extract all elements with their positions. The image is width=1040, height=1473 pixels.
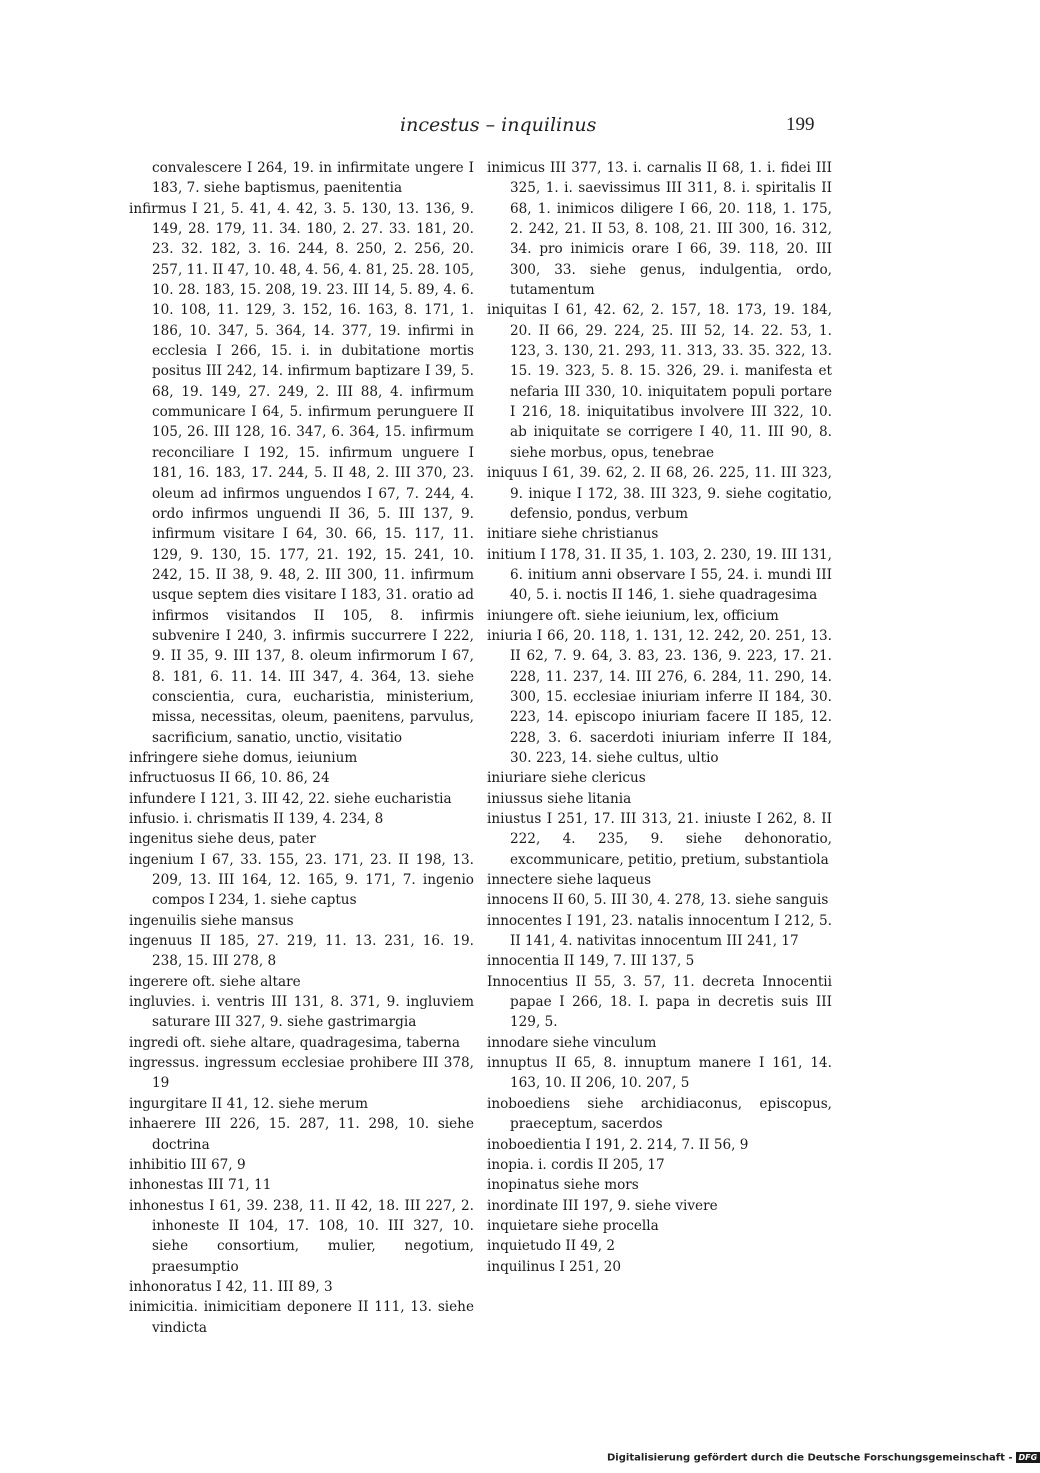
index-entry: innodare siehe vinculum — [487, 1034, 657, 1051]
index-entry: inhaerere III 226, 15. 287, 11. 298, 10. siehe doctrina — [129, 1116, 474, 1153]
index-entry: initium I 178, 31. II 35, 1. 103, 2. 230, 19. III 131, 6. initium anni observare I 55, 24. i. mundi III 40, 5. i. noctis II 146, 1. siehe quadragesima — [487, 546, 832, 604]
index-entry: innocentes I 191, 23. natalis innocentum I 212, 5. II 141, 4. nativitas innocentum III 241, 17 — [487, 912, 832, 950]
index-entry: iniquitas I 61, 42. 62, 2. 157, 18. 173, 19. 184, 20. II 66, 29. 224, 25. III 52, 14. 22. 53, 1. 123, 3. 130, 21. 293, 11. 313, 33. 35. 322, 13. 15. 19. 323, 5. 8. 15. 326, 29. i. manifesta et nefaria III 330, 10. iniquitatem populi portare I 216, 18. iniquitatibus involvere III 322, 10. ab iniquitate se corrigere I 40, 11. III 90, 8. siehe morbus, opus, tenebrae — [487, 302, 832, 461]
index-entry: innectere siehe laqueus — [487, 872, 652, 889]
index-entry: innuptus II 65, 8. innuptum manere I 161, 14. 163, 10. II 206, 10. 207, 5 — [487, 1055, 832, 1092]
index-entry: ingenuilis siehe mansus — [129, 912, 294, 929]
index-entry: ingenitus siehe deus, pater — [129, 831, 316, 848]
index-entry: inoboedientia I 191, 2. 214, 7. II 56, 9 — [487, 1136, 749, 1153]
index-entry: ingluvies. i. ventris III 131, 8. 371, 9. ingluviem saturare III 327, 9. siehe gastrimargia — [129, 994, 474, 1031]
index-entry: ingenuus II 185, 27. 219, 11. 13. 231, 16. 19. 238, 15. III 278, 8 — [129, 933, 474, 970]
page-number: 199 — [786, 114, 815, 135]
dfg-logo-icon: DFG — [1016, 1452, 1040, 1463]
index-entry: iniustus I 251, 17. III 313, 21. iniuste I 262, 8. II 222, 4. 235, 9. siehe dehonoratio, excommunicare, petitio, pretium, substantiola — [487, 811, 832, 868]
index-entry: inhonestus I 61, 39. 238, 11. II 42, 18. III 227, 2. inhoneste II 104, 17. 108, 10. III 327, 10. siehe consortium, mulier, negotium, praesumptio — [129, 1197, 474, 1275]
index-entry: infringere siehe domus, ieiunium — [129, 749, 358, 766]
index-entry: inimicitia. inimicitiam deponere II 111, 13. siehe vindicta — [129, 1299, 474, 1336]
index-entry: iniuria I 66, 20. 118, 1. 131, 12. 242, 20. 251, 13. II 62, 7. 9. 64, 3. 83, 23. 136, 9. 223, 17. 21. 228, 11. 237, 14. III 276, 6. 284, 11. 290, 14. 300, 15. ecclesiae iniuriam inferre II 184, 30. 223, 14. episcopo iniuriam facere II 185, 12. 228, 3. 6. sacerdoti iniuriam inferre II 184, 30. 223, 14. siehe cultus, ultio — [487, 627, 832, 766]
footer-text: Digitalisierung gefördert durch die Deutsche Forschungsgemeinschaft - — [607, 1452, 1013, 1464]
index-entry: ingredi oft. siehe altare, quadragesima, taberna — [129, 1034, 460, 1051]
index-entry: inquietudo II 49, 2 — [487, 1238, 616, 1255]
right-column — [487, 158, 832, 1277]
index-entry: inoboediens siehe archidiaconus, episcopus, praeceptum, sacerdos — [487, 1095, 832, 1133]
index-entry: innocens II 60, 5. III 30, 4. 278, 13. siehe sanguis — [487, 892, 829, 909]
index-entry: infructuosus II 66, 10. 86, 24 — [129, 770, 330, 787]
index-entry: infundere I 121, 3. III 42, 22. siehe eucharistia — [129, 790, 452, 807]
index-entry: initiare siehe christianus — [487, 526, 659, 543]
index-entry: inordinate III 197, 9. siehe vivere — [487, 1197, 718, 1214]
index-entry: inquilinus I 251, 20 — [487, 1258, 621, 1275]
index-entry: innocentia II 149, 7. III 137, 5 — [487, 953, 695, 970]
left-column — [129, 158, 474, 1338]
index-entry: ingerere oft. siehe altare — [129, 973, 301, 990]
index-entry: ingressus. ingressum ecclesiae prohibere III 378, 19 — [129, 1055, 474, 1092]
index-entry: iniuriare siehe clericus — [487, 770, 646, 787]
footer-credit — [607, 1452, 1040, 1464]
index-entry: iniussus siehe litania — [487, 790, 632, 807]
index-entry: infirmus I 21, 5. 41, 4. 42, 3. 5. 130, 13. 136, 9. 149, 28. 179, 11. 34. 180, 2. 27. 33. 181, 20. 23. 32. 182, 3. 16. 244, 8. 250, 2. 256, 20. 257, 11. II 47, 10. 48, 4. 56, 4. 81, 25. 28. 105, 10. 28. 183, 15. 208, 19. 23. III 14, 5. 89, 4. 6. 10. 108, 11. 129, 3. 152, 16. 163, 8. 171, 1. 186, 10. 347, 5. 364, 14. 377, 19. infirmi in ecclesia I 266, 15. i. in dubitatione mortis positus III 242, 14. infirmum baptizare I 39, 5. 68, 19. 149, 27. 249, 2. III 88, 4. infirmum communicare I 64, 5. infirmum perunguere II 105, 26. III 128, 16. 347, 6. 364, 15. infirmum reconciliare I 192, 15. infirmum unguere I 181, 16. 183, 17. 244, 5. II 48, 2. III 370, 23. oleum ad infirmos unguendos I 67, 7. 244, 4. ordo infirmos unguendi II 36, 5. III 137, 9. infirmum visitare I 64, 30. 66, 15. 117, 11. 129, 9. 130, 15. 177, 21. 192, 15. 241, 10. 242, 15. II 38, 9. 48, 2. III 300, 11. infirmum usque septem dies visitare I 183, 31. oratio ad infirmos visitandos II 105, 8. infirmis subvenire I 240, 3. infirmis succurrere I 222, 9. II 35, 9. III 137, 8. oleum infirmorum I 67, 8. 181, 6. 11. 14. III 347, 4. 364, 13. siehe conscientia, cura, eucharistia, ministerium, missa, necessitas, oleum, paenitens, parvulus, sacrificium, sanatio, unctio, visitatio — [129, 200, 475, 746]
index-entry: ingurgitare II 41, 12. siehe merum — [129, 1095, 369, 1112]
index-entry: Innocentius II 55, 3. 57, 11. decreta Innocentii papae I 266, 18. I. papa in decretis suis III 129, 5. — [487, 973, 832, 1031]
index-entry: inopia. i. cordis II 205, 17 — [487, 1156, 665, 1173]
index-entry: infusio. i. chrismatis II 139, 4. 234, 8 — [129, 811, 384, 827]
running-title: incestus – inquilinus — [400, 114, 597, 136]
index-entry: iniquus I 61, 39. 62, 2. II 68, 26. 225, 11. III 323, 9. inique I 172, 38. III 323, 9. siehe cogitatio, defensio, pondus, verbum — [487, 465, 832, 522]
index-entry: inimicus III 377, 13. i. carnalis II 68, 1. i. fidei III 325, 1. i. saevissimus III 311, 8. i. spiritalis II 68, 1. inimicos diligere I 66, 20. 118, 1. 175, 2. 242, 21. II 53, 8. 108, 21. III 300, 16. 312, 34. pro inimicis orare I 66, 39. 118, 20. III 300, 33. siehe genus, indulgentia, ordo, tutamentum — [487, 160, 832, 299]
index-entry: inquietare siehe procella — [487, 1217, 659, 1234]
index-entry: iniungere oft. siehe ieiunium, lex, officium — [487, 607, 779, 624]
index-entry: inhonoratus I 42, 11. III 89, 3 — [129, 1278, 333, 1295]
index-entry: inopinatus siehe mors — [487, 1177, 639, 1194]
index-entry: inhonestas III 71, 11 — [129, 1177, 272, 1194]
index-entry: ingenium I 67, 33. 155, 23. 171, 23. II 198, 13. 209, 13. III 164, 12. 165, 9. 171, 7. ingenio compos I 234, 1. siehe captus — [129, 851, 474, 909]
index-entry: inhibitio III 67, 9 — [129, 1156, 246, 1173]
index-entry: convalescere I 264, 19. in infirmitate ungere I 183, 7. siehe baptismus, paenitentia — [152, 160, 474, 197]
